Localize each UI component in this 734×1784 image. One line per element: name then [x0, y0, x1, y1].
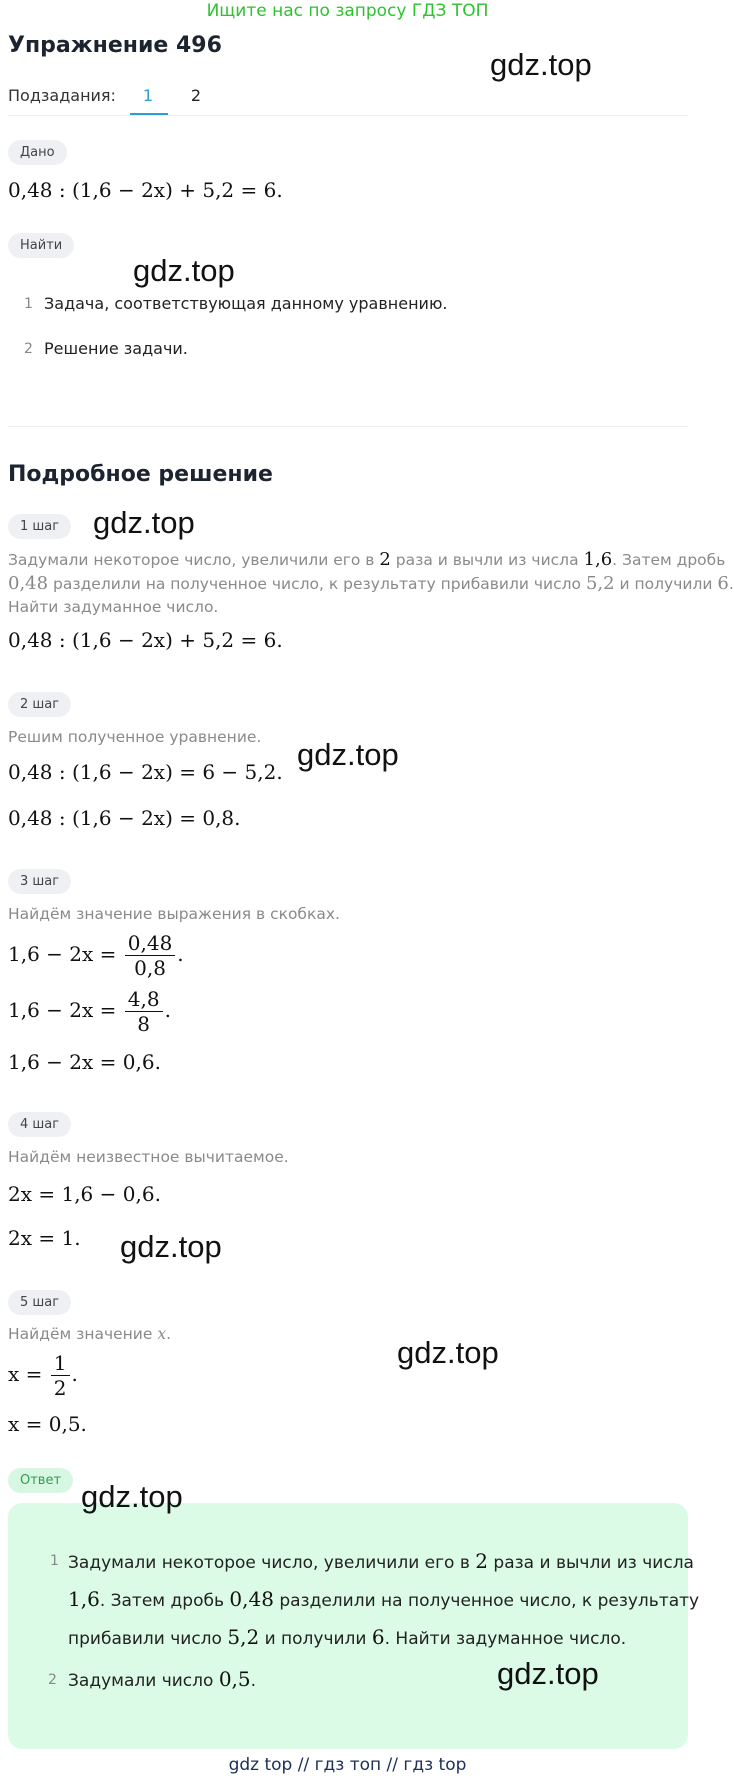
- footer-links[interactable]: gdz top // гдз топ // гдз top: [228, 1755, 467, 1775]
- find-item-text: Задача, соответствующая данному уравнению.: [44, 294, 448, 313]
- step2-chip: 2 шаг: [8, 692, 71, 717]
- step5-equation-1: x = $\frac{1}{2}$ .: [8, 1351, 78, 1400]
- answer-item-2-text: Задумали число 0,5.: [68, 1667, 257, 1691]
- step5-description: Найдём значение x.: [8, 1325, 172, 1343]
- step3-equation-1: 1,6 − 2x = $\frac{0,48}{0,8}$ .: [8, 931, 184, 980]
- watermark: gdz.top: [120, 1229, 222, 1264]
- step4-chip: 4 шаг: [8, 1112, 71, 1137]
- find-item-text: Решение задачи.: [44, 339, 188, 358]
- watermark: gdz.top: [497, 1656, 599, 1691]
- step1-chip: 1 шаг: [8, 514, 71, 539]
- find-item-number: 2: [24, 341, 33, 357]
- section-divider: [8, 426, 688, 427]
- watermark: gdz.top: [490, 47, 592, 82]
- step1-equation: 0,48 : (1,6 − 2x) + 5,2 = 6.: [8, 628, 283, 652]
- watermark: gdz.top: [81, 1479, 183, 1514]
- step2-equation-1: 0,48 : (1,6 − 2x) = 6 − 5,2.: [8, 760, 283, 784]
- step5-equation-2: x = 0,5.: [8, 1412, 87, 1436]
- subtasks-label: Подзадания:: [8, 86, 116, 105]
- step2-description: Решим полученное уравнение.: [8, 728, 262, 746]
- search-promo-banner: Ищите нас по запросу ГДЗ ТОП: [206, 1, 489, 21]
- tabs-divider: [8, 115, 688, 116]
- answer-item-1-text: Задумали некоторое число, увеличили его в 2 раза и вычли из числа 1,6. Затем дробь 0,48 разделили на полученное число, к результату прибавили число 5,2 и получили 6. Найти задуманное число.: [68, 1549, 700, 1649]
- step1-description: Задумали некоторое число, увеличили его в 2 раза и вычли из числа 1,6. Затем дробь 0,48 разделили на полученное число, к результату прибавили число 5,2 и получили 6. Найти задуманное число.: [8, 549, 734, 616]
- watermark: gdz.top: [297, 737, 399, 772]
- tab-subtask-2[interactable]: 2: [190, 86, 202, 105]
- given-chip: Дано: [8, 140, 67, 165]
- step3-description: Найдём значение выражения в скобках.: [8, 905, 340, 923]
- answer-chip: Ответ: [8, 1468, 73, 1493]
- step2-equation-2: 0,48 : (1,6 − 2x) = 0,8.: [8, 806, 241, 830]
- solution-heading: Подробное решение: [8, 462, 273, 487]
- step4-equation-1: 2x = 1,6 − 0,6.: [8, 1182, 161, 1206]
- step3-equation-3: 1,6 − 2x = 0,6.: [8, 1050, 161, 1074]
- active-tab-indicator: [130, 113, 168, 115]
- step3-equation-2: 1,6 − 2x = $\frac{4,8}{8}$ .: [8, 987, 171, 1036]
- page-title: Упражнение 496: [8, 33, 222, 58]
- given-equation: 0,48 : (1,6 − 2x) + 5,2 = 6.: [8, 178, 283, 202]
- step3-chip: 3 шаг: [8, 869, 71, 894]
- find-item-number: 1: [24, 296, 33, 312]
- step4-equation-2: 2x = 1.: [8, 1226, 81, 1250]
- answer-item-number: 2: [48, 1672, 57, 1688]
- watermark: gdz.top: [397, 1335, 499, 1370]
- watermark: gdz.top: [133, 253, 235, 288]
- watermark: gdz.top: [93, 505, 195, 540]
- step5-chip: 5 шаг: [8, 1290, 71, 1315]
- step4-description: Найдём неизвестное вычитаемое.: [8, 1148, 289, 1166]
- tab-subtask-1[interactable]: 1: [142, 86, 154, 105]
- answer-item-number: 1: [50, 1553, 59, 1569]
- find-chip: Найти: [8, 233, 74, 258]
